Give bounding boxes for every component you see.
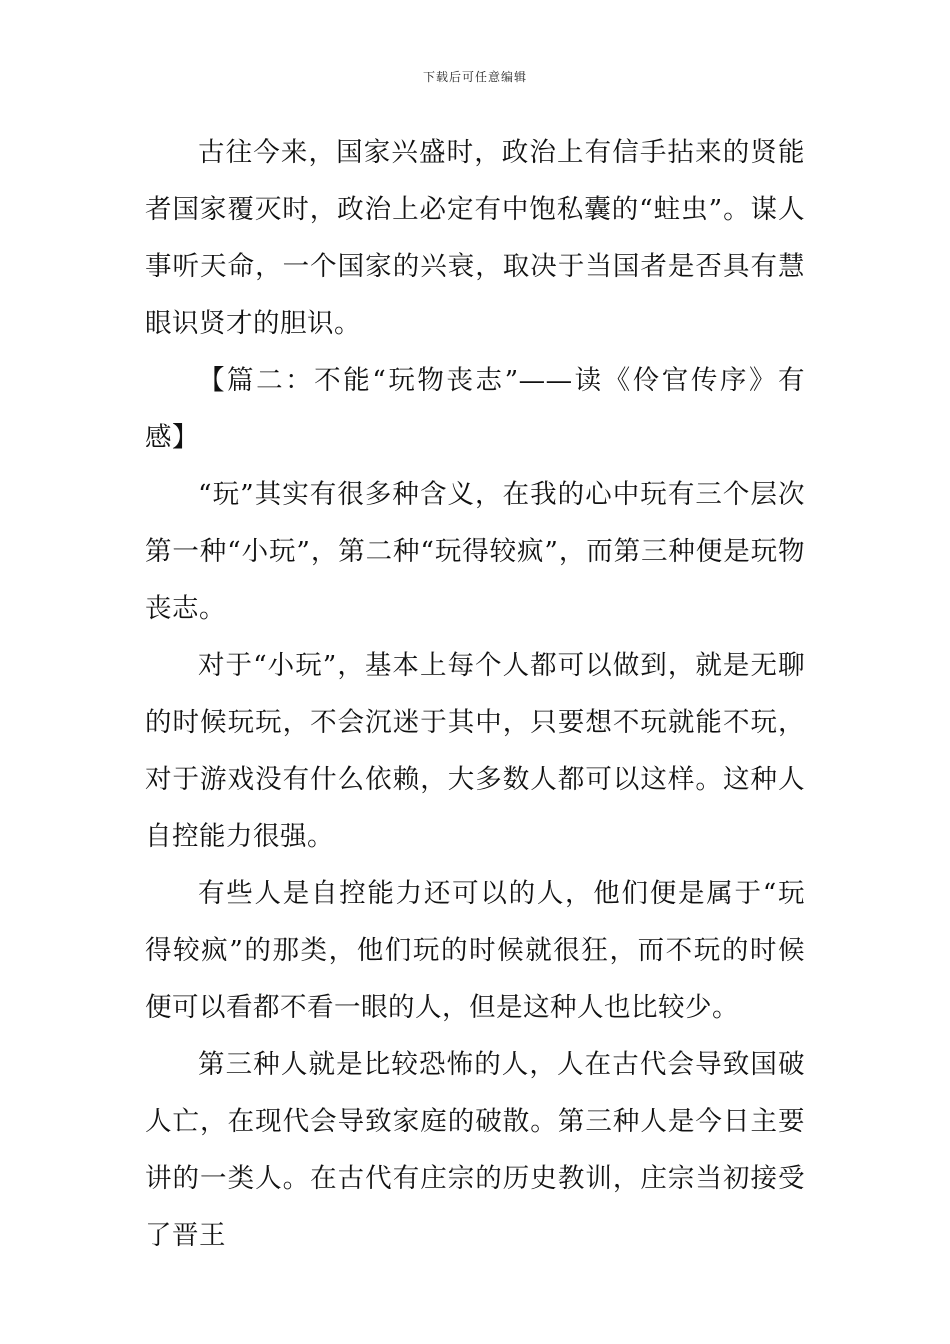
section-heading: 【篇二：不能“玩物丧志”——读《伶官传序》有感】 — [145, 365, 805, 453]
paragraph-2: “玩”其实有很多种含义，在我的心中玩有三个层次第一种“小玩”，第二种“玩得较疯”，而第三种便是玩物丧志。 — [145, 479, 805, 624]
paragraph-1: 古往今来，国家兴盛时，政治上有信手拈来的贤能者国家覆灭时，政治上必定有中饱私囊的“蛀虫”。谋人事听天命，一个国家的兴衰，取决于当国者是否具有慧眼识贤才的胆识。 — [145, 137, 805, 339]
document-body — [145, 124, 805, 1264]
paragraph-4: 有些人是自控能力还可以的人，他们便是属于“玩得较疯”的那类，他们玩的时候就很狂，而不玩的时候便可以看都不看一眼的人，但是这种人也比较少。 — [145, 878, 805, 1023]
header-note: 下载后可任意编辑 — [422, 70, 527, 84]
paragraph-3: 对于“小玩”，基本上每个人都可以做到，就是无聊的时候玩玩，不会沉迷于其中，只要想不玩就能不玩，对于游戏没有什么依赖，大多数人都可以这样。这种人自控能力很强。 — [145, 650, 805, 852]
paragraph-5: 第三种人就是比较恐怖的人，人在古代会导致国破人亡，在现代会导致家庭的破散。第三种人是今日主要讲的一类人。在古代有庄宗的历史教训，庄宗当初接受了晋王 — [145, 1049, 805, 1251]
